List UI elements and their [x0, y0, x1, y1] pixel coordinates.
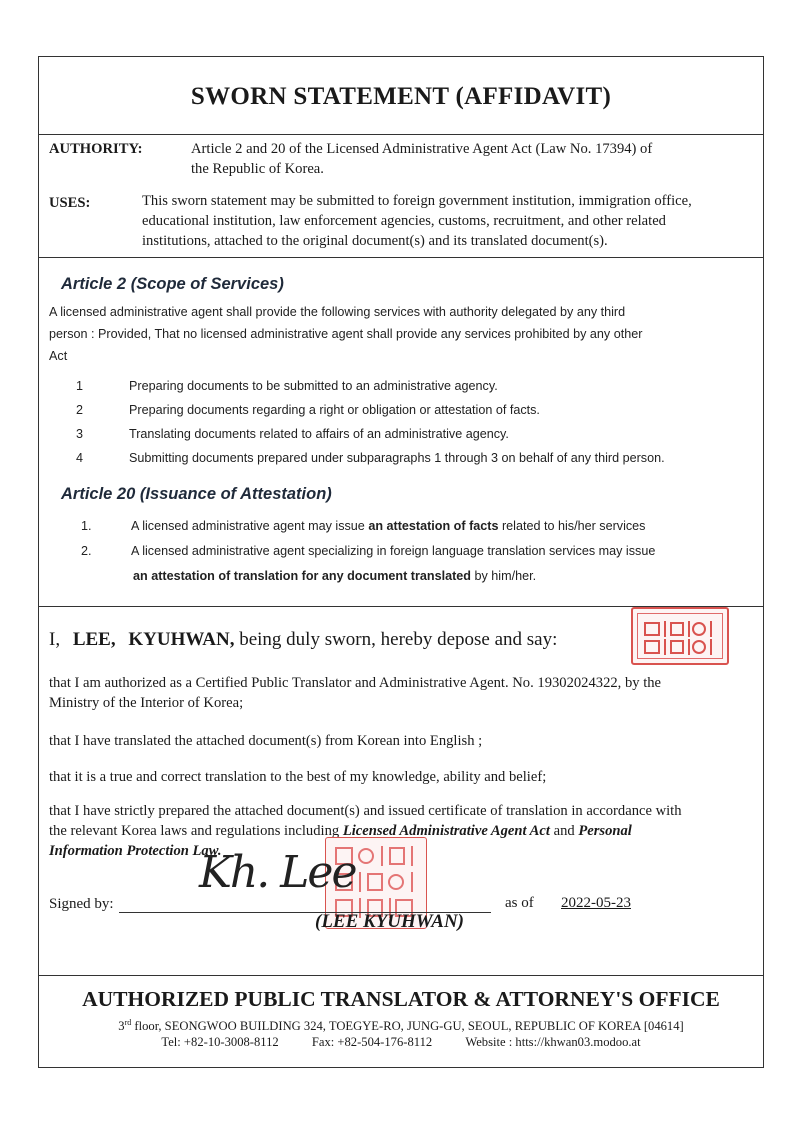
statement-4-line-1: that I have strictly prepared the attached document(s) and issued certificate of translation in accordance with: [49, 803, 682, 819]
office-floor-sup: rd: [124, 1018, 132, 1027]
article-20-item-2-line-1: A licensed administrative agent specializing in foreign language translation services may issue: [131, 544, 656, 558]
article-20-item-num: 1.: [81, 519, 92, 533]
uses-line-2: educational institution, law enforcement agencies, customs, recruitment, and other related: [142, 213, 666, 229]
article-2-item-num: 2: [76, 403, 84, 417]
article-20-item-2-post: by him/her.: [470, 569, 537, 583]
article-20-item-num: 2.: [81, 544, 92, 558]
article-2-heading: Article 2 (Scope of Services): [61, 275, 284, 293]
document-title: SWORN STATEMENT (AFFIDAVIT): [190, 83, 612, 110]
office-fax: Fax: +82-504-176-8112: [311, 1035, 433, 1049]
article-2-intro-2: person : Provided, That no licensed administrative agent shall provide any services prohibited by any other: [49, 327, 643, 341]
office-contact: [39, 1035, 763, 1050]
article-20-item-2-line-2: [133, 565, 536, 587]
uses-line-3: institutions, attached to the original document(s) and its translated document(s).: [142, 233, 608, 249]
official-seal-stamp: [631, 607, 729, 665]
statement-1-line-1: that I am authorized as a Certified Public Translator and Administrative Agent. No. 19302024322, by the: [49, 675, 662, 691]
handwritten-signature: Kh. Lee: [199, 847, 356, 898]
article-2-item-text: Preparing documents to be submitted to an administrative agency.: [129, 379, 498, 393]
seal-pattern-icon: [633, 609, 727, 663]
office-address: [39, 1018, 763, 1034]
article-2-item-num: 3: [76, 427, 84, 441]
article-2-item-num: 1: [76, 379, 84, 393]
footer-divider: [39, 975, 763, 976]
article-20-item-1-bold: an attestation of facts: [368, 519, 499, 533]
office-website: Website : htts://khwan03.modoo.at: [465, 1035, 641, 1049]
uses-line-1: This sworn statement may be submitted to foreign government institution, immigration office,: [142, 193, 692, 209]
statement-4-line-3: [49, 841, 222, 861]
office-floor-num: 3: [118, 1019, 125, 1034]
statement-4-pre: the relevant Korea laws and regulations including: [49, 823, 343, 839]
signature-date: 2022-05-23: [561, 895, 631, 911]
depose-last-name: LEE,: [72, 629, 116, 650]
article-2-intro-3: Act: [49, 349, 68, 363]
signed-by-label: Signed by:: [49, 896, 114, 912]
depose-first-name: KYUHWAN,: [128, 629, 235, 650]
statement-4-bold-personal: Personal: [578, 823, 632, 839]
title-divider: [39, 134, 763, 135]
article-2-item-text: Preparing documents regarding a right or obligation or attestation of facts.: [129, 403, 540, 417]
authority-label: AUTHORITY:: [49, 141, 143, 157]
printed-name: (LEE KYUHWAN): [315, 911, 465, 932]
article-20-item-1-pre: A licensed administrative agent may issue: [131, 519, 369, 533]
statement-4-bold-law: Information Protection Law.: [49, 843, 222, 859]
article-2-item-num: 4: [76, 451, 84, 465]
office-name: AUTHORIZED PUBLIC TRANSLATOR & ATTORNEY'S OFFICE: [82, 987, 720, 1011]
article-2-intro-1: A licensed administrative agent shall provide the following services with authority delegated by any third: [49, 305, 626, 319]
uses-divider: [39, 257, 763, 258]
depose-line: [49, 629, 557, 651]
article-20-item-2-bold: an attestation of translation for any document translated: [133, 569, 471, 583]
statement-4-mid: and: [549, 823, 579, 839]
depose-i: I,: [49, 629, 61, 650]
article-20-heading: Article 20 (Issuance of Attestation): [61, 485, 332, 503]
statement-3: that it is a true and correct translation to the best of my knowledge, ability and belief;: [49, 769, 547, 785]
statement-2: that I have translated the attached document(s) from Korean into English ;: [49, 733, 483, 749]
authority-line-2: the Republic of Korea.: [191, 161, 324, 177]
article-20-item-1: [131, 515, 645, 537]
authority-line-1: Article 2 and 20 of the Licensed Administrative Agent Act (Law No. 17394) of: [191, 141, 653, 157]
uses-label: USES:: [49, 195, 91, 211]
article-2-item-text: Submitting documents prepared under subparagraphs 1 through 3 on behalf of any third person.: [129, 451, 665, 465]
office-address-text: floor, SEONGWOO BUILDING 324, TOEGYE-RO, JUNG-GU, SEOUL, REPUBLIC OF KOREA [04614]: [131, 1019, 684, 1034]
article-20-item-1-post: related to his/her services: [498, 519, 646, 533]
office-tel: Tel: +82-10-3008-8112: [161, 1035, 279, 1049]
depose-rest: being duly sworn, hereby depose and say:: [239, 629, 558, 650]
as-of-label: as of: [505, 895, 534, 911]
statement-1-line-2: Ministry of the Interior of Korea;: [49, 695, 244, 711]
statement-4-bold-act: Licensed Administrative Agent Act: [342, 823, 550, 839]
article-2-item-text: Translating documents related to affairs of an administrative agency.: [129, 427, 509, 441]
affidavit-frame: [38, 56, 764, 1068]
